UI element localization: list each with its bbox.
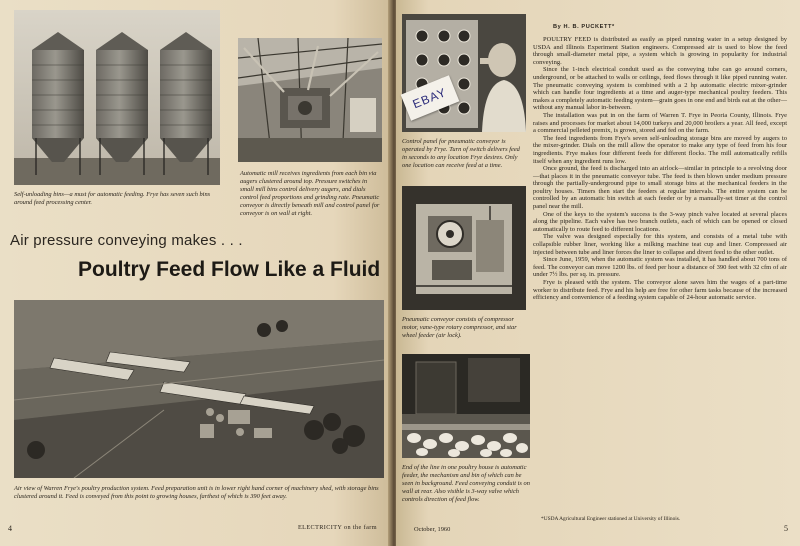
conveyor-photo: [402, 186, 526, 310]
bins-caption: Self-unloading bins—a must for automatic feeding. Frye has seven such bins around feed processing center.: [14, 191, 211, 206]
bins-photo: [14, 10, 220, 185]
issue-date: October, 1960: [414, 526, 451, 533]
body-paragraph: Frye is pleased with the system. The conveyor alone saves him the wages of a part-time worker to distribute feed. Frye and his help are free for other farm tasks because of the increased efficiency and convenience of a feeding system capable of 24-hour automatic service.: [533, 279, 787, 302]
poultry-house-photo: [402, 354, 530, 458]
article-kicker: Air pressure conveying makes . . .: [10, 232, 243, 249]
left-page-number: 4: [8, 524, 12, 533]
left-page: [0, 0, 392, 546]
poultry-house-caption: End of the line in one poultry house is automatic feeder, the mechanism and bin of which can be seen in background. Feed conveying conduit is on wall at rear. Also visible is 3-way valve which controls direction of feed flow.: [402, 464, 530, 503]
body-paragraph: The installation was put in on the farm of Warren T. Frye in Peoria County, Illinois. Frye raises and processes for market about 14,000 turkeys and 20,000 broilers a year. All feed, except a commercial pelleted premix, is grown, stored and fed on the farm.: [533, 111, 787, 135]
control-panel-caption: Control panel for pneumatic conveyor is operated by Frye. Turn of switch delivers feed in seconds to any location Frye desires. Only one location can receive feed at a time.: [402, 138, 520, 169]
byline: By H. B. PUCKETT*: [553, 24, 615, 30]
body-paragraph: One of the keys to the system's success is the 3-way pinch valve located at several places along the pipeline. Each valve has two branch outlets, each of which can be opened or closed automatically to route feed to different locations.: [533, 210, 787, 233]
aerial-photo: [14, 300, 384, 478]
article-headline: Poultry Feed Flow Like a Fluid: [78, 258, 381, 281]
body-paragraph: Since the 1-inch electrical conduit used as the conveying tube can go around corners, underground, or be attached to walls or ceilings, feed flows through it like piped running water. The pneumatic conveying system is combined with a 2 hp automatic electric mixer-grinder which can handle four ingredients at a time and auger-type mechanical poultry feeders. This makes a completely automatic feeding system—grain goes in one end and birds eat at the other—without any manual labor in-between.: [533, 66, 787, 112]
running-title: ELECTRICITY on the farm: [298, 524, 377, 531]
footnote: *USDA Agricultural Engineer stationed at University of Illinois.: [541, 516, 681, 522]
mill-caption: Automatic mill receives ingredients from each bin via augers clustered around top. Pressure switches in small mill bins control delivery augers, and dials control feed proportions and grinding rate. Pneumatic conveyor is directly beneath mill and control panel for conveyor is on wall at right.: [240, 170, 380, 217]
body-paragraph: POULTRY FEED is distributed as easily as piped running water in a setup designed by USDA and Illinois Experiment Station engineers. Compressed air is used to blow the feed through small-diameter metal pipe, a system which is growing in popularity for industrial conveying.: [533, 36, 787, 66]
body-paragraph: The valve was designed especially for this system, and consists of a metal tube with collapsible rubber liner, working like a milking machine teat cup and liner. Compressed air injected between tube and liner forces the liner to collapse and divert feed to the other outlet.: [533, 233, 787, 256]
body-paragraph: The feed ingredients from Frye's seven self-unloading storage bins are moved by augers to the mixer-grinder. Dials on the mill allow the operator to make any type of feed from his four ingredients. Frye makes four different feeds for different flocks. The mill automatically refills itself when any ingredient runs low.: [533, 134, 787, 165]
aerial-caption: Air view of Warren Frye's poultry production system. Feed preparation unit is in lower right hand corner of machinery shed, with storage bins clustered around it. Feed is conveyed from this point to growing houses, farthest of which is 390 feet away.: [14, 485, 379, 500]
body-paragraph: Once ground, the feed is discharged into an airlock—similar in principle to a revolving door—that places it in the pneumatic conveyor tube. The feed is then blown under medium pressure through the partially-underground pipe to small storage bins at the mechanical feeders in the poultry houses. Timers then start the feeders at regular intervals. The entire system can be controlled by an automatic bin switch at each feeder or by a manually-set timer at the control panel near the mill.: [533, 165, 787, 211]
article-body: [533, 36, 787, 302]
body-paragraph: Since June, 1959, when the automatic system was installed, it has handled about 700 tons of feed. The conveyor can move 1200 lbs. of feed per hour a distance of 390 feet with 32 cfm of air under 7½ lbs. per sq. in. pressure.: [533, 256, 787, 279]
right-page-number: 5: [784, 524, 788, 533]
mill-photo: [238, 38, 382, 162]
ebay-sticker-text: EBAY: [410, 85, 449, 112]
conveyor-caption: Pneumatic conveyor consists of compressor motor, vane-type rotary compressor, and star wheel feeder (air lock).: [402, 316, 517, 339]
